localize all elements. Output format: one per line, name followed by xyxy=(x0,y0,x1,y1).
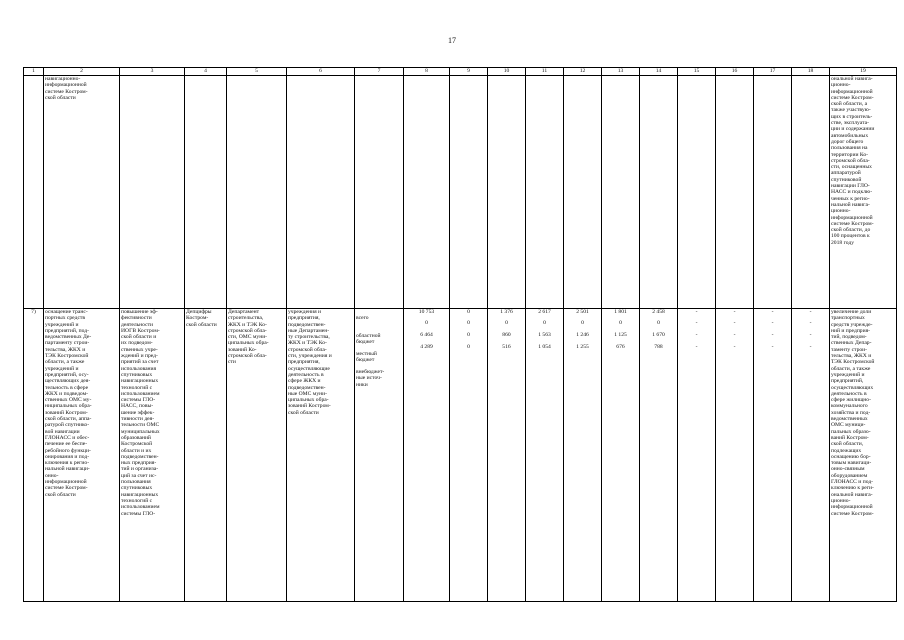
col-num: 1 xyxy=(24,68,44,76)
amount-value: 1 125 xyxy=(614,332,627,338)
col-num: 4 xyxy=(185,68,227,76)
amount-value: 1 054 xyxy=(538,344,551,350)
empty-cell xyxy=(678,76,716,309)
amount-cell xyxy=(404,309,450,602)
empty-cell xyxy=(754,76,792,309)
amount-value: 0 xyxy=(467,332,470,338)
expected-result-cell: повышение эф- фективности деятельности ИОГВ Костром- ской области и их подведом- ственных учре- ждений и пред- приятий за счет использования спутниковых навигационных технологий с использованием системы ГЛО- НАСС, повы- шение эффек- тивности дея- тельности ОМС муниципальных образований Костромской области и их подведомствен- ных предприя- тий и организа- ций за счет ис- пользования спутниковых навигационных технологий с использованием системы ГЛО- xyxy=(120,309,185,602)
amount-cell xyxy=(640,309,678,602)
col-num: 13 xyxy=(602,68,640,76)
executor-cell: Департамент строительства, ЖКХ и ТЭК Ко- стромской обла- сти, ОМС муни- ципальных обра- зований Ко- стромской обла- сти xyxy=(227,309,287,602)
page-number: 17 xyxy=(448,36,456,45)
amount-value: - xyxy=(733,344,736,350)
amount-value: - xyxy=(809,309,812,315)
amount-value: 860 xyxy=(502,332,511,338)
amount-value: 676 xyxy=(616,344,625,350)
amount-value: 10 753 xyxy=(418,309,435,315)
empty-cell xyxy=(450,76,488,309)
col-num: 16 xyxy=(716,68,754,76)
amount-value: 0 xyxy=(467,309,470,315)
amount-value: - xyxy=(733,309,736,315)
amount-value: - xyxy=(695,320,698,326)
amount-value: - xyxy=(809,320,812,326)
empty-cell xyxy=(602,76,640,309)
row-num-cell: 7) xyxy=(24,309,44,602)
coordinator-cell: Депцифры Костром- ской области xyxy=(185,309,227,602)
empty-cell xyxy=(716,76,754,309)
empty-cell xyxy=(526,76,564,309)
amount-value: 6 464 xyxy=(420,332,433,338)
table-row xyxy=(24,76,897,309)
amount-value: 516 xyxy=(502,344,511,350)
empty-cell xyxy=(185,76,227,309)
col-num: 14 xyxy=(640,68,678,76)
amount-value: - xyxy=(771,309,774,315)
column-number-row xyxy=(24,68,897,76)
amount-value: 2 501 xyxy=(576,309,589,315)
amount-cell xyxy=(792,309,830,602)
amount-value: 1 376 xyxy=(500,309,513,315)
col-num: 2 xyxy=(44,68,120,76)
amount-cell xyxy=(716,309,754,602)
amount-cell xyxy=(602,309,640,602)
amount-cell xyxy=(526,309,564,602)
amount-value: 0 xyxy=(425,320,428,326)
amount-value: - xyxy=(695,344,698,350)
col-num: 15 xyxy=(678,68,716,76)
col-num: 8 xyxy=(404,68,450,76)
amount-value: - xyxy=(809,332,812,338)
indicator-cell: ональной навига- ционно- информационной системе Костром- ской области, а также участвую- щих в строитель- стве, эксплуата- ции и содержании автомобильных дорог общего пользования на территории Ко- стромской обла- сти, оснащенных аппаратурой спутниковой навигации ГЛО- НАСС и подклю- ченных к регио- нальной навига- ционно- информационной системе Костром- ской области, до 100 процентов к 2018 году xyxy=(830,76,897,309)
amount-value: - xyxy=(771,332,774,338)
amount-value: 0 xyxy=(581,320,584,326)
col-num: 5 xyxy=(227,68,287,76)
row-num-cell xyxy=(24,76,44,309)
participants-cell: учреждения и предприятия, подведомствен- ные Департамен- ту строительства, ЖКХ и ТЭК Ко- стромской обла- сти, учреждения и предприятия, осуществляющие деятельность в сфере ЖКХ и подведомствен- ные ОМС муни- ципальных обра- зований Костром- ской области xyxy=(287,309,355,602)
empty-cell xyxy=(488,76,526,309)
empty-cell xyxy=(792,76,830,309)
amount-value: 1 801 xyxy=(614,309,627,315)
amount-value: - xyxy=(809,344,812,350)
empty-cell xyxy=(227,76,287,309)
funding-source-cell xyxy=(355,309,404,602)
source-label: областной бюджет xyxy=(356,332,381,345)
amount-cell xyxy=(450,309,488,602)
col-num: 12 xyxy=(564,68,602,76)
col-num: 18 xyxy=(792,68,830,76)
col-num: 19 xyxy=(830,68,897,76)
empty-cell xyxy=(287,76,355,309)
amount-value: 2 458 xyxy=(652,309,665,315)
amount-value: 0 xyxy=(619,320,622,326)
amount-value: 0 xyxy=(657,320,660,326)
amount-value: 0 xyxy=(543,320,546,326)
table-row xyxy=(24,309,897,602)
amount-value: 788 xyxy=(654,344,663,350)
amount-value: 1 255 xyxy=(576,344,589,350)
amount-value: - xyxy=(695,332,698,338)
amount-cell xyxy=(754,309,792,602)
amount-value: 4 289 xyxy=(420,344,433,350)
source-label: всего xyxy=(356,315,369,322)
col-num: 11 xyxy=(526,68,564,76)
amount-value: 2 617 xyxy=(538,309,551,315)
amount-cell xyxy=(678,309,716,602)
amount-cell xyxy=(488,309,526,602)
program-table xyxy=(23,67,897,602)
source-label: местный бюджет xyxy=(356,350,377,364)
source-label: внебюджет- ные источ- ники xyxy=(356,369,385,388)
empty-cell xyxy=(564,76,602,309)
col-num: 6 xyxy=(287,68,355,76)
amount-value: - xyxy=(733,320,736,326)
amount-value: 1 670 xyxy=(652,332,665,338)
col-num: 9 xyxy=(450,68,488,76)
empty-cell xyxy=(355,76,404,309)
amount-value: 0 xyxy=(467,344,470,350)
col-num: 7 xyxy=(355,68,404,76)
col-num: 17 xyxy=(754,68,792,76)
amount-value: - xyxy=(733,332,736,338)
amount-value: - xyxy=(771,344,774,350)
indicator-cell: увеличение доли транспортных средств учрежде- ний и предприя- тий, подведом- ственных Депар- таменту строи- тельства, ЖКХ и ТЭК Костромской области, а также учреждений и предприятий, осуществляющих деятельность в сфере жилищно- коммунального хозяйства и под- ведомственных ОМС муници- пальных образо- ваний Костром- ской области, подлежащих оснащению бор- товым навигаци- онно-связным оборудованием ГЛОНАСС и под- ключению к реги- ональной навига- ционно- информационной системе Костром- xyxy=(830,309,897,602)
amount-cell xyxy=(564,309,602,602)
col-num: 10 xyxy=(488,68,526,76)
measure-name-cell: навигационно- информационной системе Костром- ской области xyxy=(44,76,120,309)
amount-value: 0 xyxy=(505,320,508,326)
amount-value: 1 246 xyxy=(576,332,589,338)
amount-value: - xyxy=(695,309,698,315)
amount-value: - xyxy=(771,320,774,326)
measure-name-cell: оснащение транс- портных средств учреждений и предприятий, под- ведомственных Де- партаменту строи- тельства, ЖКХ и ТЭК Костромской области, а также учреждений и предприятий, осу- ществляющих дея- тельность в сфере ЖКХ и подведом- ственных ОМС му- ниципальных обра- зований Костром- ской области, аппа- ратурой спутнико- вой навигации ГЛОНАСС и обес- печение ее беспе- ребойного функци- онирования и под- ключения к регио- нальной навигаци- онно- информационной системе Костром- ской области xyxy=(44,309,120,602)
amount-value: 0 xyxy=(467,320,470,326)
empty-cell xyxy=(404,76,450,309)
amount-value: 1 563 xyxy=(538,332,551,338)
col-num: 3 xyxy=(120,68,185,76)
empty-cell xyxy=(120,76,185,309)
empty-cell xyxy=(640,76,678,309)
